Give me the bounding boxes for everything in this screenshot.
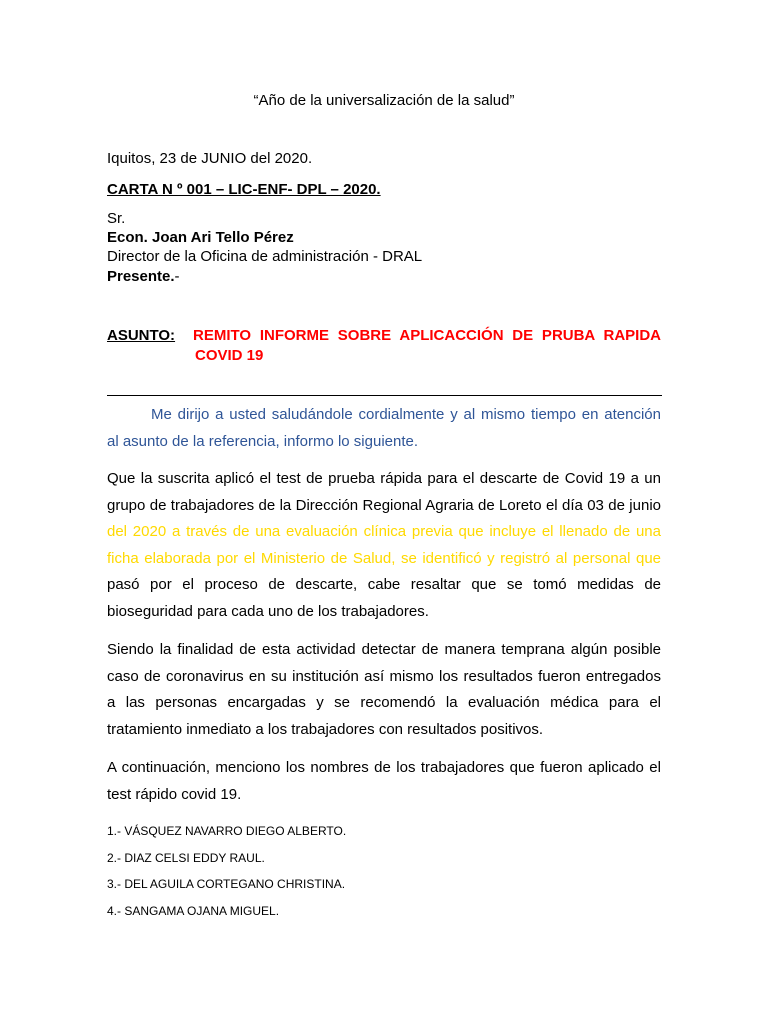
test-line: Que la suscrita aplicó el test de prueba rápida para el descarte de Covid 19 a un <box>107 470 661 487</box>
intro-line: Me dirijo a usted saludándole cordialmente y al mismo tiempo en atención <box>151 406 661 423</box>
test-line-highlighted: ficha elaborada por el Ministerio de Salud, se identificó y registró al personal que <box>107 549 661 567</box>
workers-list <box>107 821 346 927</box>
subject-line-2: COVID 19 <box>195 347 264 364</box>
year-title: “Año de la universalización de la salud” <box>253 92 515 109</box>
letter-reference: CARTA N º 001 – LIC-ENF- DPL – 2020. <box>107 181 381 198</box>
test-line: grupo de trabajadores de la Dirección Regional Agraria de Loreto el día 03 de junio <box>107 496 661 514</box>
test-line: pasó por el proceso de descarte, cabe resaltar que se tomó medidas de <box>107 576 661 593</box>
recipient-salutation: Sr. <box>107 210 126 227</box>
worker-item: 3.- DEL AGUILA CORTEGANO CHRISTINA. <box>107 877 346 891</box>
worker-item: 2.- DIAZ CELSI EDDY RAUL. <box>107 850 265 865</box>
separator-rule <box>107 395 662 396</box>
present-word: Presente. <box>107 268 175 285</box>
purpose-line: caso de coronavirus en su institución así mismo los resultados fueron entregados <box>107 667 661 685</box>
test-paragraph <box>107 466 661 625</box>
date-line: Iquitos, 23 de JUNIO del 2020. <box>107 150 313 167</box>
subject-label: ASUNTO: <box>107 327 176 344</box>
names-intro-paragraph <box>107 755 661 808</box>
purpose-paragraph <box>107 637 661 743</box>
subject-line-1: REMITO INFORME SOBRE APLICACCIÓN DE PRUBA RAPIDA <box>193 327 661 344</box>
worker-item: 4.- SANGAMA OJANA MIGUEL. <box>107 903 280 918</box>
intro-line: al asunto de la referencia, informo lo siguiente. <box>107 432 419 450</box>
test-line-highlighted: del 2020 a través de una evaluación clínica previa que incluye el llenado de una <box>107 523 661 540</box>
purpose-line: tratamiento inmediato a los trabajadores con resultados positivos. <box>107 720 544 738</box>
subject-text <box>193 326 661 366</box>
intro-paragraph <box>107 402 661 455</box>
recipient-present <box>107 267 180 287</box>
purpose-line: Siendo la finalidad de esta actividad detectar de manera temprana algún posible <box>107 641 661 658</box>
recipient-role: Director de la Oficina de administración - DRAL <box>107 248 423 265</box>
purpose-line: a las personas encargadas y se recomendó la evaluación médica para el <box>107 694 661 711</box>
names-intro-line: A continuación, menciono los nombres de los trabajadores que fueron aplicado el <box>107 759 661 776</box>
recipient-name: Econ. Joan Ari Tello Pérez <box>107 229 294 246</box>
test-line: bioseguridad para cada uno de los trabajadores. <box>107 602 429 620</box>
names-intro-line: test rápido covid 19. <box>107 785 242 803</box>
worker-item: 1.- VÁSQUEZ NAVARRO DIEGO ALBERTO. <box>107 824 347 838</box>
present-suffix: - <box>174 268 180 285</box>
